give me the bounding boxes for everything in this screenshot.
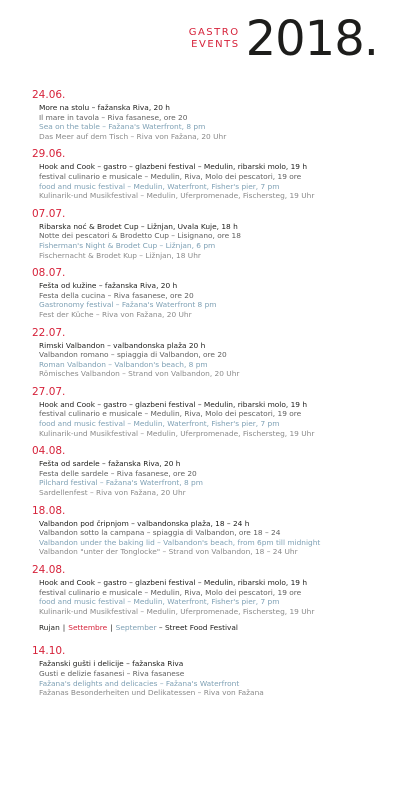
header-subtitle bbox=[189, 27, 240, 51]
event-title-hr: Hook and Cook – gastro – glazbeni festival – Medulin, ribarski molo, 19 h bbox=[39, 162, 308, 172]
event-title-en: food and music festival – Medulin, Waterfront, Fisher's pier, 7 pm bbox=[39, 597, 280, 607]
separator: | bbox=[110, 623, 113, 633]
event-title-hr: Hook and Cook – gastro – glazbeni festival – Medulin, ribarski molo, 19 h bbox=[39, 399, 308, 409]
event-title-it: Notte dei pescatori & Brodetto Cup – Lisignano, ore 18 bbox=[39, 231, 241, 241]
event-item bbox=[32, 645, 382, 697]
event-date: 29.06. bbox=[32, 148, 66, 161]
event-title-it: Festa delle sardele – Riva fasanese, ore 20 bbox=[39, 468, 197, 478]
event-date: 18.08. bbox=[32, 504, 66, 517]
event-item bbox=[32, 386, 382, 438]
september-label-en: September bbox=[115, 623, 157, 633]
event-title-de: Das Meer auf dem Tisch – Riva von Fažana, 20 Uhr bbox=[39, 131, 227, 141]
september-label-it: Settembre bbox=[68, 623, 108, 633]
event-title-de: Fest der Küche – Riva von Fažana, 20 Uhr bbox=[39, 309, 192, 319]
event-title-en: Pilchard festival – Fažana's Waterfront, 8 pm bbox=[39, 478, 203, 488]
september-label-hr: Rujan bbox=[39, 623, 60, 633]
event-title-hr: Fažanski gušti i delicije – fažanska Riva bbox=[39, 659, 184, 669]
event-item bbox=[32, 564, 382, 616]
event-title-hr: Fešta od sardele – fažanska Riva, 20 h bbox=[39, 459, 181, 469]
event-title-de: Kulinarik-und Musikfestival – Medulin, Uferpromenade, Fischersteg, 19 Uhr bbox=[39, 428, 315, 438]
event-title-it: festival culinario e musicale – Medulin, Riva, Molo dei pescatori, 19 ore bbox=[39, 409, 302, 419]
event-title-en: Fisherman's Night & Brodet Cup – Ližnjan, 6 pm bbox=[39, 240, 216, 250]
event-title-it: festival culinario e musicale – Medulin, Riva, Molo dei pescatori, 19 ore bbox=[39, 171, 302, 181]
event-date: 22.07. bbox=[32, 326, 66, 339]
header-gastro: GASTRO bbox=[188, 27, 240, 38]
event-list bbox=[32, 89, 382, 705]
event-item bbox=[32, 267, 382, 319]
event-item bbox=[32, 327, 382, 379]
event-date: 27.07. bbox=[32, 385, 66, 398]
event-title-de: Kulinarik-und Musikfestival – Medulin, Uferpromenade, Fischersteg, 19 Uhr bbox=[39, 606, 315, 616]
event-date: 14.10. bbox=[32, 645, 66, 658]
event-title-de: Sardellenfest – Riva von Fažana, 20 Uhr bbox=[39, 488, 186, 498]
event-item bbox=[32, 148, 382, 200]
event-title-hr: Hook and Cook – gastro – glazbeni festival – Medulin, ribarski molo, 19 h bbox=[39, 578, 308, 587]
event-date: 24.06. bbox=[32, 89, 66, 101]
event-date: 07.07. bbox=[32, 207, 66, 220]
event-title-it: festival culinario e musicale – Medulin, Riva, Molo dei pescatori, 19 ore bbox=[39, 587, 302, 597]
event-item bbox=[32, 208, 382, 260]
event-date: 04.08. bbox=[32, 445, 66, 458]
event-title-en: Roman Valbandon – Valbandon's beach, 8 pm bbox=[39, 359, 208, 369]
event-title-en: food and music festival – Medulin, Waterfront, Fisher's pier, 7 pm bbox=[39, 419, 280, 429]
event-title-de: Valbandon "unter der Tonglocke" – Strand von Valbandon, 18 – 24 Uhr bbox=[39, 547, 298, 557]
separator: | bbox=[62, 623, 66, 633]
event-title-hr: Valbandon pod čripnjom – valbandonska plaža, 18 – 24 h bbox=[39, 518, 250, 528]
event-title-en: food and music festival – Medulin, Waterfront, Fisher's pier, 7 pm bbox=[39, 181, 280, 191]
september-dash: – bbox=[158, 623, 163, 633]
september-entry bbox=[32, 623, 382, 633]
event-item bbox=[32, 445, 382, 497]
event-item bbox=[32, 89, 382, 141]
event-title-en: Sea on the table – Fažana's Waterfront, 8 pm bbox=[39, 122, 206, 132]
header-year: 2018. bbox=[245, 11, 378, 67]
event-group-summer bbox=[32, 89, 382, 616]
event-date: 08.07. bbox=[32, 267, 66, 280]
event-title-hr: Ribarska noć & Brodet Cup – Ližnjan, Uvala Kuje, 18 h bbox=[39, 221, 238, 231]
event-group-autumn bbox=[32, 645, 382, 697]
event-title-hr: Rimski Valbandon – valbandonska plaža 20 h bbox=[39, 340, 206, 350]
event-title-hr: More na stolu – fažanska Riva, 20 h bbox=[39, 103, 170, 112]
event-title-de: Fischernacht & Brodet Kup – Ližnjan, 18 Uhr bbox=[39, 250, 201, 260]
event-title-it: Festa della cucina – Riva fasanese, ore 20 bbox=[39, 290, 194, 300]
page-header bbox=[188, 11, 378, 67]
event-title-it: Valbandon sotto la campana – spiaggia di Valbandon, ore 18 – 24 bbox=[39, 528, 281, 538]
event-title-en: Valbandon under the baking lid – Valbandon's beach, from 6pm till midnight bbox=[39, 537, 321, 547]
event-title-it: Il mare in tavola – Riva fasanese, ore 20 bbox=[39, 112, 188, 122]
event-title-de: Kulinarik-und Musikfestival – Medulin, Uferpromenade, Fischersteg, 19 Uhr bbox=[39, 191, 315, 201]
event-item bbox=[32, 505, 382, 557]
event-title-hr: Fešta od kužine – fažanska Riva, 20 h bbox=[39, 281, 178, 291]
event-title-en: Gastronomy festival – Fažana's Waterfront 8 pm bbox=[39, 300, 217, 310]
september-event-title: Street Food Festival bbox=[164, 623, 238, 633]
event-title-de: Römisches Valbandon – Strand von Valbandon, 20 Uhr bbox=[39, 369, 240, 379]
event-date: 24.08. bbox=[32, 564, 66, 576]
header-events: EVENTS bbox=[191, 39, 240, 50]
event-title-it: Gusti e delizie fasanesi – Riva fasanese bbox=[39, 668, 185, 678]
event-title-en: Fažana's delights and delicacies – Fažana's Waterfront bbox=[39, 678, 240, 688]
event-title-de: Fažanas Besonderheiten und Delikatessen – Riva von Fažana bbox=[39, 688, 264, 698]
event-title-it: Valbandon romano – spiaggia di Valbandon, ore 20 bbox=[39, 350, 227, 360]
